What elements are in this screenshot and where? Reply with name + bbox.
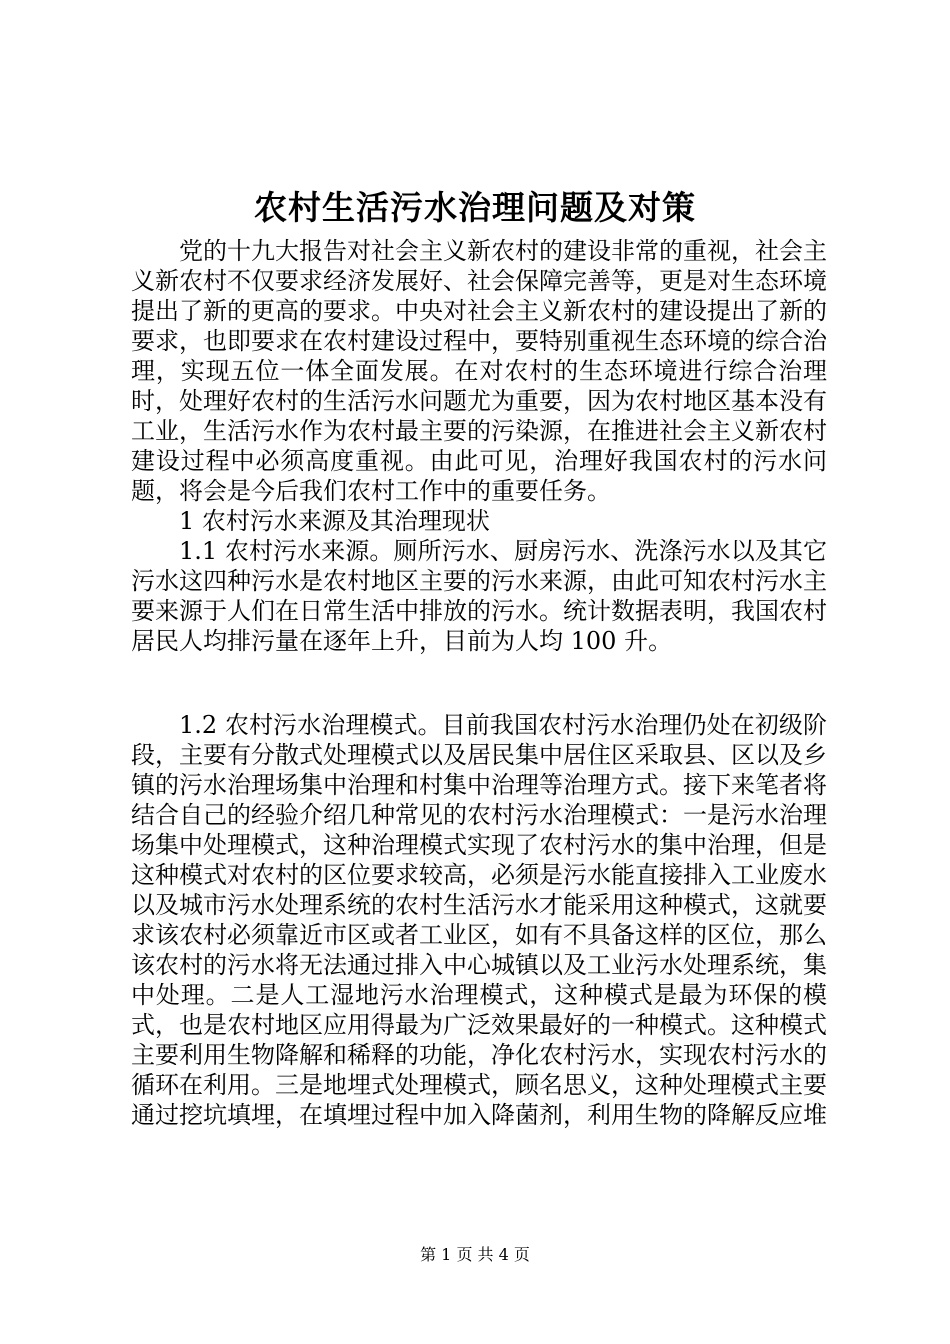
- document-title: 农村生活污水治理问题及对策: [254, 188, 696, 227]
- page-number-footer: 第 1 页 共 4 页: [420, 1245, 530, 1264]
- document-body: [131, 236, 827, 1130]
- section-paragraph-1-1: 1.1 农村污水来源。厕所污水、厨房污水、洗涤污水以及其它污水这四种污水是农村地区主要的污水来源，由此可知农村污水主要来源于人们在日常生活中排放的污水。统计数据表明，我国农村居民人均排污量在逐年上升，目前为人均 100 升。: [131, 537, 827, 655]
- paragraph-spacer: [131, 656, 827, 710]
- section-paragraph-1-2: 1.2 农村污水治理模式。目前我国农村污水治理仍处在初级阶段，主要有分散式处理模式以及居民集中居住区采取县、区以及乡镇的污水治理场集中治理和村集中治理等治理方式。接下来笔者将结合自己的经验介绍几种常见的农村污水治理模式：一是污水治理场集中处理模式，这种治理模式实现了农村污水的集中治理，但是这种模式对农村的区位要求较高，必须是污水能直接排入工业废水以及城市污水处理系统的农村生活污水才能采用这种模式，这就要求该农村必须靠近市区或者工业区，如有不具备这样的区位，那么该农村的污水将无法通过排入中心城镇以及工业污水处理系统，集中处理。二是人工湿地污水治理模式，这种模式是最为环保的模式，也是农村地区应用得最为广泛效果最好的一种模式。这种模式主要利用生物降解和稀释的功能，净化农村污水，实现农村污水的循环在利用。三是地埋式处理模式，顾名思义，这种处理模式主要通过挖坑填埋，在填埋过程中加入降菌剂，利用生物的降解反应堆: [131, 711, 827, 1129]
- intro-paragraph: 党的十九大报告对社会主义新农村的建设非常的重视，社会主义新农村不仅要求经济发展好、社会保障完善等，更是对生态环境提出了新的更高的要求。中央对社会主义新农村的建设提出了新的要求，也即要求在农村建设过程中，要特别重视生态环境的综合治理，实现五位一体全面发展。在对农村的生态环境进行综合治理时，处理好农村的生活污水问题尤为重要，因为农村地区基本没有工业，生活污水作为农村最主要的污染源，在推进社会主义新农村建设过程中必须高度重视。由此可见，治理好我国农村的污水问题，将会是今后我们农村工作中的重要任务。: [131, 237, 827, 505]
- section-heading: 1 农村污水来源及其治理现状: [179, 507, 490, 535]
